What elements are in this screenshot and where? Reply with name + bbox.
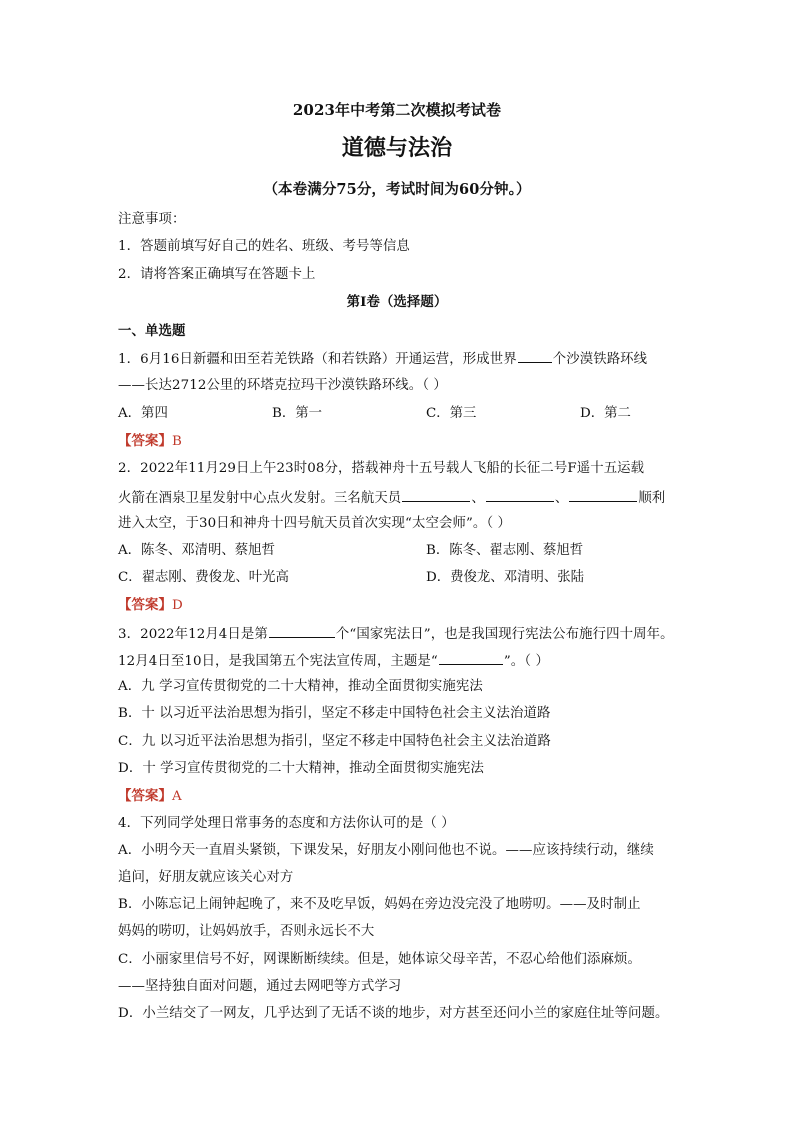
option-c: C．第三	[426, 406, 477, 421]
volume-title: 第I卷（选择题）	[346, 294, 448, 310]
question-4-stem: 4．下列同学处理日常事务的态度和方法你认可的是（ ）	[118, 816, 455, 831]
option-line: D．小兰结交了一网友，几乎达到了无话不谈的地步，对方甚至还问小兰的家庭住址等问题。	[118, 1006, 669, 1021]
answer-blank	[269, 623, 335, 638]
option-d: D．费俊龙、邓清明、张陆	[426, 570, 585, 585]
option-line: 追问，好朋友就应该关心对方	[118, 870, 294, 885]
answer-blank	[486, 487, 554, 502]
option-b: B．十 以习近平法治思想为指引，坚定不移走中国特色社会主义法治道路	[118, 706, 551, 721]
question-3-line	[118, 623, 680, 645]
option-c: C．翟志刚、费俊龙、叶光高	[118, 570, 289, 585]
question-3-line	[118, 650, 680, 672]
option-d: D．第二	[580, 406, 631, 421]
option-d: D．十 学习宣传贯彻党的二十大精神，推动全面贯彻实施宪法	[118, 761, 484, 776]
answer-line	[118, 595, 680, 616]
separator: 、	[471, 491, 485, 506]
answer-line	[118, 431, 680, 452]
separator: 、	[554, 491, 569, 506]
option-a: A．陈冬、邓清明、蔡旭哲	[118, 543, 275, 558]
question-3-text: 3．2022年12月4日是第	[118, 627, 268, 642]
section-title: 一、单选题	[118, 323, 186, 339]
question-3-text: 12月4日至10日，是我国第五个宪法宣传周，主题是“	[118, 654, 438, 669]
option-b: B．陈冬、翟志刚、蔡旭哲	[426, 543, 584, 558]
exam-note: （本卷满分75分，考试时间为60分钟。）	[263, 181, 531, 198]
notice-heading: 注意事项：	[118, 212, 186, 227]
option-line: B．小陈忘记上闹钟起晚了，来不及吃早饭，妈妈在旁边没完没了地唠叨。——及时制止	[118, 897, 641, 912]
option-c: C．九 以习近平法治思想为指引，坚定不移走中国特色社会主义法治道路	[118, 734, 551, 749]
question-2-line: 进入太空，于30日和神舟十四号航天员首次实现“太空会师”。（ ）	[118, 516, 512, 531]
answer-label: 【答案】	[118, 788, 172, 804]
option-line: 妈妈的唠叨，让妈妈放手，否则永远长不大	[118, 924, 375, 939]
answer-line	[118, 786, 680, 807]
answer-blank	[518, 348, 552, 363]
question-1-line: ——长达2712公里的环塔克拉玛干沙漠铁路环线。（ ）	[118, 378, 447, 393]
option-a: A．九 学习宣传贯彻党的二十大精神，推动全面贯彻实施宪法	[118, 679, 483, 694]
answer-blank	[402, 487, 470, 502]
option-b: B．第一	[272, 406, 323, 421]
option-line: A．小明今天一直眉头紧锁，下课发呆，好朋友小刚问他也不说。——应该持续行动，继续	[118, 843, 654, 858]
question-1-line	[118, 348, 680, 370]
question-2-text: 火箭在酒泉卫星发射中心点火发射。三名航天员	[118, 491, 402, 506]
notice-item: 2．请将答案正确填写在答题卡上	[118, 267, 316, 282]
subject-title: 道德与法治	[341, 135, 453, 161]
answer-label: 【答案】	[118, 597, 172, 613]
question-1-text: 个沙漠铁路环线	[552, 352, 648, 367]
option-line: C．小丽家里信号不好，网课断断续续。但是，她体谅父母辛苦，不忍心给他们添麻烦。	[118, 952, 641, 967]
answer-value: D	[171, 598, 183, 613]
question-3-text: 个“国家宪法日”，也是我国现行宪法公布施行四十周年。	[335, 627, 674, 642]
exam-title: 2023年中考第二次模拟考试卷	[292, 101, 502, 119]
notice-item: 1．答题前填写好自己的姓名、班级、考号等信息	[118, 239, 410, 254]
question-3-text: ”。（ ）	[503, 654, 549, 669]
answer-blank	[439, 650, 503, 665]
option-a: A．第四	[118, 406, 168, 421]
question-2-text: 顺利	[638, 491, 666, 506]
question-2-line: 2．2022年11月29日上午23时08分，搭载神舟十五号载人飞船的长征二号F遥十五运载	[118, 461, 645, 476]
question-2-line	[118, 487, 680, 509]
question-1-text: 1．6月16日新疆和田至若羌铁路（和若铁路）开通运营，形成世界	[118, 352, 517, 367]
answer-blank	[569, 487, 637, 502]
answer-value: A	[171, 789, 182, 804]
answer-label: 【答案】	[118, 433, 172, 449]
option-line: ——坚持独自面对问题，通过去网吧等方式学习	[118, 979, 402, 994]
answer-value: B	[171, 434, 182, 449]
